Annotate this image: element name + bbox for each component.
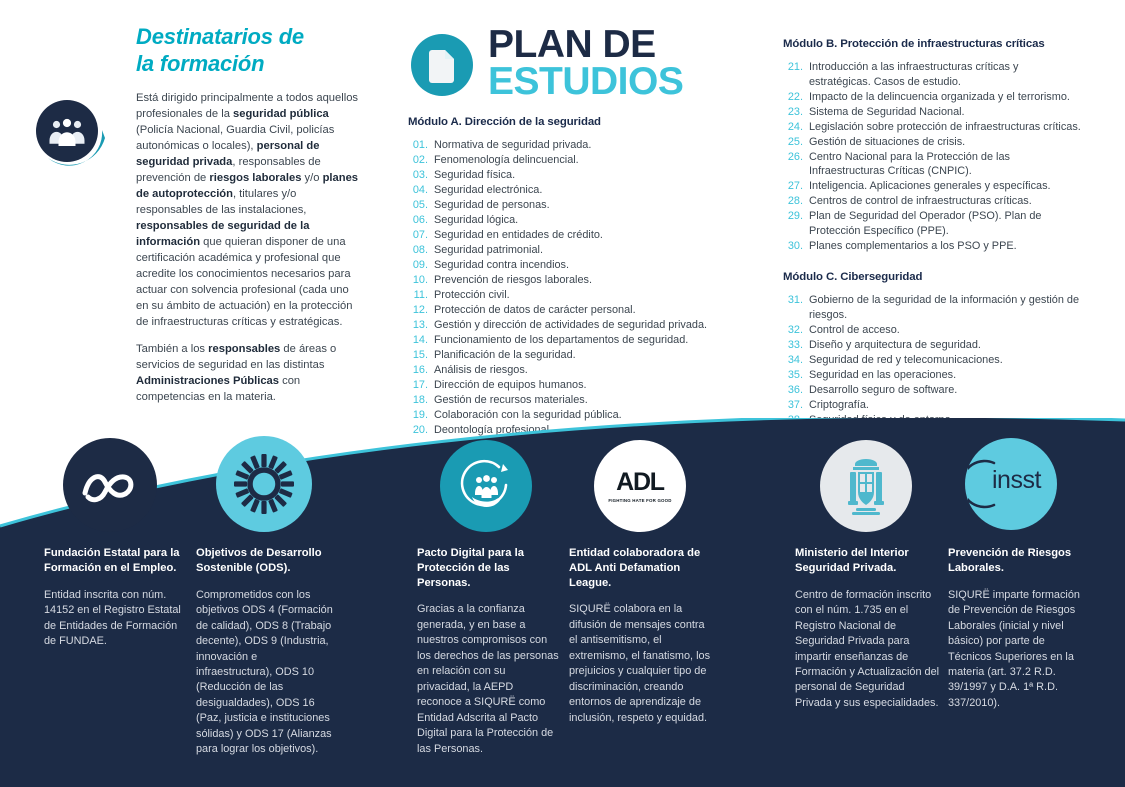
audience-paragraph-1: Está dirigido principalmente a todos aquellos profesionales de la seguridad pública (Policía Nacional, Guardia Civil, policías autonómicas o locales), personal de seguridad privada, responsables de prevención de riesgos laborales y/o planes de autoprotección, titulares y/o responsables de las instalaciones, responsables de seguridad de la información que quieran disponer de una certificación académica y profesional que acredite los conocimientos necesarios para actuar con solvencia profesional (cada uno en su ámbito de actuación) en la protección de infraestructuras críticas y estratégicas. bbox=[136, 91, 359, 328]
syllabus-item-number: 21. bbox=[787, 61, 803, 73]
syllabus-item-number: 05. bbox=[412, 199, 428, 211]
plan-title-line1: PLAN DE bbox=[488, 23, 656, 66]
partner-card-fundae bbox=[44, 546, 184, 650]
syllabus-item bbox=[783, 383, 1083, 398]
syllabus-item-number: 27. bbox=[787, 180, 803, 192]
module-a-list bbox=[408, 138, 748, 438]
syllabus-item-text: Dirección de equipos humanos. bbox=[434, 379, 587, 391]
audience-paragraph-2: También a los responsables de áreas o servicios de seguridad en las distintas Administraciones Públicas con competencias en la materia. bbox=[136, 342, 337, 403]
syllabus-item bbox=[408, 273, 748, 288]
syllabus-item bbox=[783, 338, 1083, 353]
modules-bc-column bbox=[783, 38, 1083, 443]
syllabus-item-number: 15. bbox=[412, 349, 428, 361]
syllabus-item-text: Deontología profesional. bbox=[434, 424, 553, 436]
audience-title-line2: la formación bbox=[136, 50, 265, 76]
syllabus-item bbox=[408, 258, 748, 273]
syllabus-item bbox=[783, 90, 1083, 105]
pacto-digital-hand-icon bbox=[440, 440, 532, 532]
audience-title bbox=[136, 24, 361, 78]
syllabus-item bbox=[408, 363, 748, 378]
syllabus-item bbox=[408, 138, 748, 153]
syllabus-item-number: 14. bbox=[412, 334, 428, 346]
partner-title: Pacto Digital para la Protección de las Personas. bbox=[417, 547, 524, 589]
partner-body: Centro de formación inscrito con el núm. 1.735 en el Registro Nacional de Seguridad Privada para impartir enseñanzas de Formación y Actualización del personal de Seguridad Privada y sus especialidades. bbox=[795, 588, 940, 709]
syllabus-item-number: 07. bbox=[412, 229, 428, 241]
syllabus-item bbox=[783, 120, 1083, 135]
syllabus-item-number: 24. bbox=[787, 120, 803, 133]
syllabus-item-number: 25. bbox=[787, 135, 803, 148]
syllabus-item-number: 29. bbox=[787, 210, 803, 222]
partner-title: Ministerio del Interior Seguridad Privada. bbox=[795, 547, 909, 574]
syllabus-item-number: 17. bbox=[412, 379, 428, 391]
syllabus-item bbox=[408, 348, 748, 363]
syllabus-item-number: 37. bbox=[787, 398, 803, 411]
module-b-list bbox=[783, 60, 1083, 253]
plan-header bbox=[408, 23, 748, 116]
syllabus-item-number: 34. bbox=[787, 353, 803, 366]
syllabus-item-text: Seguridad electrónica. bbox=[434, 184, 543, 196]
syllabus-item-text: Plan de Seguridad del Operador (PSO). Plan de Protección Específico (PPE). bbox=[809, 210, 1042, 237]
syllabus-item bbox=[783, 150, 1083, 179]
syllabus-item-text: Funcionamiento de los departamentos de seguridad. bbox=[434, 334, 689, 346]
syllabus-item-text: Impacto de la delincuencia organizada y el terrorismo. bbox=[809, 90, 1070, 103]
partner-card-ods bbox=[196, 546, 336, 758]
syllabus-item-number: 12. bbox=[412, 304, 428, 316]
syllabus-item-text: Prevención de riesgos laborales. bbox=[434, 274, 593, 286]
audience-column bbox=[28, 24, 368, 416]
partner-body: Entidad inscrita con núm. 14152 en el Registro Estatal de Entidades de Formación de FUNDAE. bbox=[44, 588, 181, 648]
syllabus-item-number: 31. bbox=[787, 294, 803, 306]
syllabus-item bbox=[408, 153, 748, 168]
syllabus-item-number: 13. bbox=[412, 319, 428, 331]
syllabus-item-number: 32. bbox=[787, 323, 803, 336]
module-a-heading: Módulo A. Dirección de la seguridad bbox=[408, 116, 601, 128]
partner-card-pacto-digital bbox=[417, 546, 560, 757]
audience-title-line1: Destinatarios de bbox=[136, 24, 304, 49]
syllabus-item-text: Criptografía. bbox=[809, 398, 869, 411]
syllabus-item-text: Legislación sobre protección de infraestructuras críticas. bbox=[809, 120, 1081, 133]
syllabus-item bbox=[783, 398, 1083, 413]
syllabus-item-number: 28. bbox=[787, 195, 803, 207]
syllabus-item-text: Introducción a las infraestructuras críticas y estratégicas. Casos de estudio. bbox=[809, 61, 1019, 88]
syllabus-item-text: Inteligencia. Aplicaciones generales y específicas. bbox=[809, 180, 1051, 192]
syllabus-item-text: Seguridad de personas. bbox=[434, 199, 550, 211]
partners-panel bbox=[0, 418, 1125, 787]
syllabus-item-text: Normativa de seguridad privada. bbox=[434, 139, 592, 151]
syllabus-item bbox=[783, 60, 1083, 89]
syllabus-item-number: 04. bbox=[412, 184, 428, 196]
syllabus-item bbox=[408, 213, 748, 228]
syllabus-item-text: Protección civil. bbox=[434, 289, 510, 301]
syllabus-item-number: 23. bbox=[787, 105, 803, 118]
syllabus-item bbox=[408, 393, 748, 408]
partner-title: Entidad colaboradora de ADL Anti Defamation League. bbox=[569, 547, 701, 589]
syllabus-item-number: 09. bbox=[412, 259, 428, 271]
syllabus-item-number: 19. bbox=[412, 409, 428, 421]
syllabus-item-number: 36. bbox=[787, 383, 803, 396]
plan-title bbox=[488, 23, 684, 104]
partner-card-insst bbox=[948, 546, 1088, 711]
syllabus-item-text: Control de acceso. bbox=[809, 323, 900, 336]
syllabus-item-number: 26. bbox=[787, 150, 803, 163]
syllabus-item-number: 16. bbox=[412, 364, 428, 376]
partner-title: Prevención de Riesgos Laborales. bbox=[948, 547, 1072, 574]
syllabus-item bbox=[408, 318, 748, 333]
syllabus-item bbox=[408, 378, 748, 393]
syllabus-item-text: Sistema de Seguridad Nacional. bbox=[809, 105, 965, 118]
syllabus-item bbox=[408, 168, 748, 183]
module-b-heading: Módulo B. Protección de infraestructuras críticas bbox=[783, 38, 1045, 50]
syllabus-item bbox=[783, 135, 1083, 150]
syllabus-item-text: Planificación de la seguridad. bbox=[434, 349, 576, 361]
syllabus-item-number: 18. bbox=[412, 394, 428, 406]
syllabus-item-number: 06. bbox=[412, 214, 428, 226]
syllabus-item bbox=[783, 293, 1083, 322]
partner-title: Objetivos de Desarrollo Sostenible (ODS). bbox=[196, 547, 322, 574]
syllabus-item bbox=[783, 105, 1083, 120]
syllabus-item-text: Planes complementarios a los PSO y PPE. bbox=[809, 239, 1017, 252]
syllabus-item bbox=[783, 209, 1083, 238]
syllabus-item-text: Seguridad lógica. bbox=[434, 214, 519, 226]
adl-logo-icon bbox=[594, 440, 686, 532]
syllabus-item-text: Gestión de recursos materiales. bbox=[434, 394, 588, 406]
syllabus-item bbox=[783, 323, 1083, 338]
partner-card-ministerio bbox=[795, 546, 940, 711]
syllabus-item bbox=[783, 368, 1083, 383]
syllabus-item-text: Fenomenología delincuencial. bbox=[434, 154, 579, 166]
syllabus-item-number: 33. bbox=[787, 338, 803, 351]
syllabus-item-text: Centros de control de infraestructuras críticas. bbox=[809, 195, 1032, 207]
syllabus-item-number: 30. bbox=[787, 239, 803, 252]
syllabus-item bbox=[783, 179, 1083, 194]
adl-tagline: FIGHTING HATE FOR GOOD bbox=[608, 497, 672, 503]
syllabus-item bbox=[783, 239, 1083, 254]
syllabus-item bbox=[783, 353, 1083, 368]
syllabus-item-number: 01. bbox=[412, 139, 428, 151]
insst-logo-icon bbox=[965, 438, 1057, 530]
partner-card-adl bbox=[569, 546, 712, 726]
audience-text bbox=[136, 90, 364, 405]
syllabus-item-text: Protección de datos de carácter personal. bbox=[434, 304, 636, 316]
syllabus-item-number: 22. bbox=[787, 90, 803, 103]
syllabus-item-number: 10. bbox=[412, 274, 428, 286]
partner-body: Comprometidos con los objetivos ODS 4 (Formación de calidad), ODS 8 (Trabajo decente), ODS 9 (Industria, innovación e infraestructura), ODS 10 (Reducción de las desigualdades), ODS 16 (Paz, justicia e instituciones sólidas) y ODS 17 (Alianzas para lograr los objetivos). bbox=[196, 588, 333, 756]
syllabus-item-text: Diseño y arquitectura de seguridad. bbox=[809, 338, 981, 351]
syllabus-item-number: 03. bbox=[412, 169, 428, 181]
syllabus-item-text: Análisis de riesgos. bbox=[434, 364, 528, 376]
syllabus-item bbox=[408, 228, 748, 243]
spain-coat-of-arms-icon bbox=[820, 440, 912, 532]
fundae-infinity-icon bbox=[63, 438, 157, 532]
syllabus-item-text: Gestión y dirección de actividades de seguridad privada. bbox=[434, 319, 708, 331]
syllabus-item-text: Seguridad física. bbox=[434, 169, 516, 181]
syllabus-item-text: Seguridad contra incendios. bbox=[434, 259, 570, 271]
syllabus-item bbox=[408, 333, 748, 348]
syllabus-item bbox=[408, 243, 748, 258]
syllabus-item-text: Seguridad patrimonial. bbox=[434, 244, 543, 256]
plan-column bbox=[408, 23, 748, 438]
syllabus-item-text: Seguridad de red y telecomunicaciones. bbox=[809, 353, 1003, 366]
syllabus-item-text: Gestión de situaciones de crisis. bbox=[809, 135, 966, 148]
syllabus-item-number: 35. bbox=[787, 368, 803, 381]
partner-logos-row bbox=[0, 418, 1125, 548]
adl-wordmark: ADL bbox=[616, 467, 664, 496]
syllabus-item bbox=[408, 183, 748, 198]
syllabus-item-number: 20. bbox=[412, 424, 428, 436]
syllabus-item-text: Seguridad en entidades de crédito. bbox=[434, 229, 603, 241]
partner-body: SIQURË imparte formación de Prevención de Riesgos Laborales (inicial y nivel básico) por parte de Técnicos Superiores en la materia (art. 37.2 R.D. 39/1997 y D.A. 1ª R.D. 337/2010). bbox=[948, 588, 1080, 709]
syllabus-item-text: Seguridad en las operaciones. bbox=[809, 368, 957, 381]
module-c-heading: Módulo C. Ciberseguridad bbox=[783, 271, 923, 283]
syllabus-item bbox=[783, 194, 1083, 209]
people-group-icon bbox=[28, 92, 110, 174]
syllabus-item-text: Gobierno de la seguridad de la información y gestión de riesgos. bbox=[809, 294, 1080, 321]
syllabus-item-number: 08. bbox=[412, 244, 428, 256]
partner-title: Fundación Estatal para la Formación en el Empleo. bbox=[44, 547, 180, 574]
syllabus-item-number: 02. bbox=[412, 154, 428, 166]
partner-body: SIQURË colabora en la difusión de mensajes contra el antisemitismo, el extremismo, el fanatismo, los prejuicios y cualquier tipo de discriminación, creando entornos de aprendizaje de inclusión, respeto y equidad. bbox=[569, 603, 711, 724]
syllabus-item-text: Colaboración con la seguridad pública. bbox=[434, 409, 622, 421]
syllabus-item-number: 11. bbox=[413, 289, 428, 301]
plan-title-line2: ESTUDIOS bbox=[488, 60, 684, 104]
syllabus-item bbox=[408, 303, 748, 318]
syllabus-item bbox=[408, 198, 748, 213]
partner-body: Gracias a la confianza generada, y en base a nuestros compromisos con los derechos de las personas en relación con su privacidad, la AEPD reconoce a SIQURË como Entidad Adscrita al Pacto Digital para la Protección de las Personas. bbox=[417, 603, 559, 755]
ods-wheel-icon bbox=[216, 436, 312, 532]
document-page-icon bbox=[411, 34, 473, 96]
syllabus-item-text: Desarrollo seguro de software. bbox=[809, 383, 958, 396]
insst-wordmark: insst bbox=[992, 466, 1041, 494]
syllabus-item bbox=[408, 288, 748, 303]
syllabus-item-text: Centro Nacional para la Protección de las Infraestructuras Críticas (CNPIC). bbox=[809, 150, 1010, 177]
